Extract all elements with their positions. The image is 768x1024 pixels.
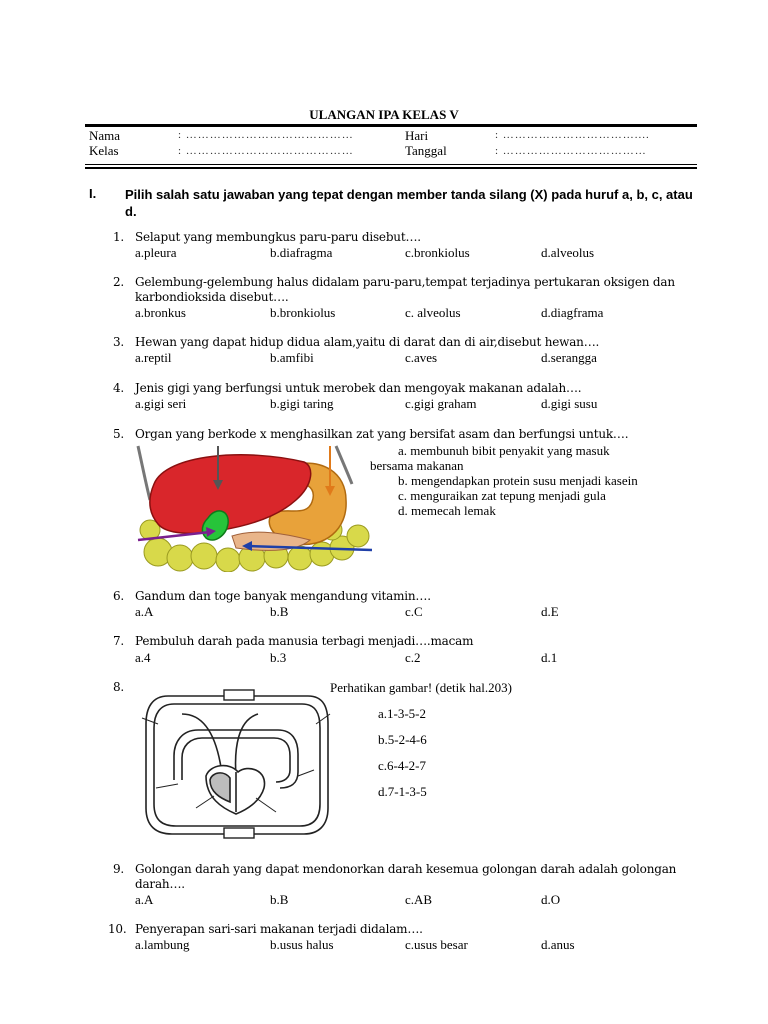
question-5-option-a-cont: bersama makanan: [370, 458, 464, 473]
question-8-option-a[interactable]: a.1-3-5-2: [378, 706, 427, 721]
question-8-option-b[interactable]: b.5-2-4-6: [378, 732, 427, 747]
question-1-number: 1.: [113, 230, 125, 244]
question-5-option-c[interactable]: c. menguraikan zat tepung menjadi gula: [398, 488, 606, 503]
question-7-option-d[interactable]: d.1: [541, 650, 558, 665]
blood-circulation-diagram: [138, 684, 334, 846]
question-3-option-c[interactable]: c.aves: [405, 350, 438, 365]
section-number: I.: [89, 186, 97, 201]
nama-field[interactable]: : ……………………………………: [178, 129, 354, 141]
question-2-option-a[interactable]: a.bronkus: [135, 305, 186, 320]
digestive-organs-diagram: [136, 444, 372, 572]
question-4-text: Jenis gigi yang berfungsi untuk merobek dan mengoyak makanan adalah….: [135, 381, 582, 395]
question-9-number: 9.: [113, 862, 125, 876]
question-3-option-b[interactable]: b.amfibi: [270, 350, 314, 365]
question-2-option-c[interactable]: c. alveolus: [405, 305, 461, 320]
question-4-option-d[interactable]: d.gigi susu: [541, 396, 598, 411]
question-9-option-d[interactable]: d.O: [541, 892, 561, 907]
question-7-option-c[interactable]: c.2: [405, 650, 421, 665]
question-9-option-c[interactable]: c.AB: [405, 892, 433, 907]
question-4-option-a[interactable]: a.gigi seri: [135, 396, 187, 411]
question-6-text: Gandum dan toge banyak mengandung vitamin….: [135, 589, 431, 603]
header-top-rule: [85, 124, 697, 127]
question-6-number: 6.: [113, 589, 125, 603]
question-6-option-b[interactable]: b.B: [270, 604, 289, 619]
question-1-option-c[interactable]: c.bronkiolus: [405, 245, 470, 260]
question-3-text: Hewan yang dapat hidup didua alam,yaitu di darat dan di air,disebut hewan….: [135, 335, 600, 349]
question-6-option-a[interactable]: a.A: [135, 604, 154, 619]
question-9-text: Golongan darah yang dapat mendonorkan darah kesemua golongan darah adalah golongan: [135, 862, 677, 876]
header-bottom-rule-1: [85, 164, 697, 165]
tanggal-label: Tanggal: [405, 143, 447, 158]
question-9-text-cont: darah….: [135, 877, 185, 891]
question-4-option-b[interactable]: b.gigi taring: [270, 396, 334, 411]
question-1-option-b[interactable]: b.diafragma: [270, 245, 333, 260]
question-10-option-a[interactable]: a.lambung: [135, 937, 190, 952]
question-9-option-a[interactable]: a.A: [135, 892, 154, 907]
question-10-number: 10.: [108, 922, 127, 936]
kelas-label: Kelas: [89, 143, 119, 158]
hari-field[interactable]: : ……………………………....: [495, 129, 650, 141]
question-9-option-b[interactable]: b.B: [270, 892, 289, 907]
question-3-option-a[interactable]: a.reptil: [135, 350, 172, 365]
question-2-number: 2.: [113, 275, 125, 289]
question-5-option-b[interactable]: b. mengendapkan protein susu menjadi kasein: [398, 473, 638, 488]
hari-label: Hari: [405, 128, 429, 143]
question-8-option-c[interactable]: c.6-4-2-7: [378, 758, 427, 773]
question-6-option-d[interactable]: d.E: [541, 604, 559, 619]
question-7-text: Pembuluh darah pada manusia terbagi menjadi….macam: [135, 634, 474, 648]
question-1-option-a[interactable]: a.pleura: [135, 245, 177, 260]
tanggal-field[interactable]: : ………………………………: [495, 145, 647, 157]
question-5-option-d[interactable]: d. memecah lemak: [398, 503, 496, 518]
question-2-option-b[interactable]: b.bronkiolus: [270, 305, 336, 320]
question-1-text: Selaput yang membungkus paru-paru disebut….: [135, 230, 421, 244]
question-3-number: 3.: [113, 335, 125, 349]
question-3-option-d[interactable]: d.serangga: [541, 350, 597, 365]
page-title: ULANGAN IPA KELAS V: [309, 107, 459, 122]
question-10-option-d[interactable]: d.anus: [541, 937, 575, 952]
header-bottom-rule-2: [85, 167, 697, 169]
question-4-option-c[interactable]: c.gigi graham: [405, 396, 477, 411]
question-7-option-a[interactable]: a.4: [135, 650, 151, 665]
question-2-option-d[interactable]: d.diagframa: [541, 305, 604, 320]
question-1-option-d[interactable]: d.alveolus: [541, 245, 595, 260]
section-instruction: Pilih salah satu jawaban yang tepat dengan member tanda silang (X) pada huruf a, b, c, atau d.: [125, 187, 693, 219]
question-6-option-c[interactable]: c.C: [405, 604, 423, 619]
question-8-text: Perhatikan gambar! (detik hal.203): [330, 680, 512, 695]
question-5-text: Organ yang berkode x menghasilkan zat yang bersifat asam dan berfungsi untuk….: [135, 427, 629, 441]
question-10-text: Penyerapan sari-sari makanan terjadi didalam….: [135, 922, 423, 936]
question-8-option-d[interactable]: d.7-1-3-5: [378, 784, 427, 799]
question-10-option-c[interactable]: c.usus besar: [405, 937, 468, 952]
question-5-number: 5.: [113, 427, 125, 441]
question-7-number: 7.: [113, 634, 125, 648]
question-7-option-b[interactable]: b.3: [270, 650, 287, 665]
question-4-number: 4.: [113, 381, 125, 395]
question-10-option-b[interactable]: b.usus halus: [270, 937, 334, 952]
question-2-text: Gelembung-gelembung halus didalam paru-paru,tempat terjadinya pertukaran oksigen dan: [135, 275, 675, 289]
question-5-option-a[interactable]: a. membunuh bibit penyakit yang masuk: [398, 443, 610, 458]
question-8-number: 8.: [113, 680, 125, 694]
nama-label: Nama: [89, 128, 121, 143]
question-2-text-cont: karbondioksida disebut….: [135, 290, 289, 304]
kelas-field[interactable]: : ……………………………………: [178, 145, 354, 157]
